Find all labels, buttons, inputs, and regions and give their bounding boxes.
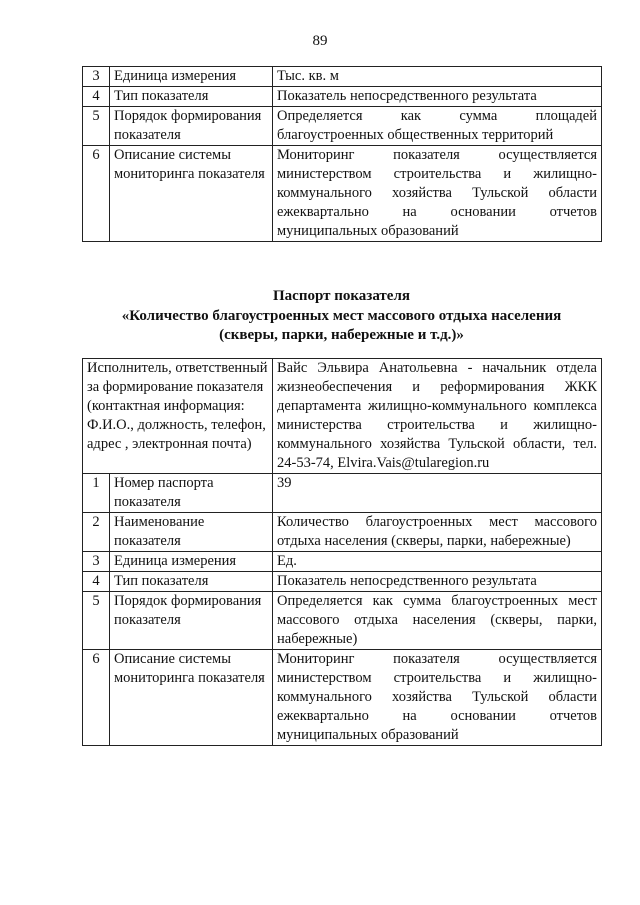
row-value: Показатель непосредственного результата <box>273 572 602 592</box>
row-label: Порядок формирования показателя <box>110 592 273 650</box>
row-value: Мониторинг показателя осуществляется министерством строительства и жилищно-коммунального хозяйства Тульской области ежеквартально на основании отчетов муниципальных образований <box>273 650 602 746</box>
row-number: 3 <box>83 67 110 87</box>
passport-title-line: Паспорт показателя <box>273 288 410 304</box>
row-number: 5 <box>83 592 110 650</box>
table-row <box>83 650 602 746</box>
row-value: Определяется как сумма площадей благоустроенных общественных территорий <box>273 107 602 146</box>
executor-label: Исполнитель, ответственный за формирование показателя (контактная информация: Ф.И.О., должность, телефон, адрес , электронная почта) <box>83 359 273 474</box>
table-row <box>83 67 602 87</box>
table-row <box>83 146 602 242</box>
row-label: Порядок формирования показателя <box>110 107 273 146</box>
row-label: Описание системы мониторинга показателя <box>110 146 273 242</box>
table-row <box>83 513 602 552</box>
table-row <box>83 87 602 107</box>
passport-table <box>82 358 602 746</box>
row-number: 4 <box>83 87 110 107</box>
row-value: Мониторинг показателя осуществляется министерством строительства и жилищно-коммунального хозяйства Тульской области ежеквартально на основании отчетов муниципальных образований <box>273 146 602 242</box>
table-row <box>83 107 602 146</box>
row-label: Единица измерения <box>110 67 273 87</box>
row-number: 4 <box>83 572 110 592</box>
table-row-executor <box>83 359 602 474</box>
table-row <box>83 552 602 572</box>
table-row <box>83 572 602 592</box>
indicator-table-continued <box>82 66 602 242</box>
row-label: Номер паспорта показателя <box>110 474 273 513</box>
row-number: 3 <box>83 552 110 572</box>
row-number: 2 <box>83 513 110 552</box>
row-value: 39 <box>273 474 602 513</box>
row-value: Количество благоустроенных мест массового отдыха населения (скверы, парки, набережные) <box>273 513 602 552</box>
table-row <box>83 592 602 650</box>
row-value: Тыс. кв. м <box>273 67 602 87</box>
row-label: Наименование показателя <box>110 513 273 552</box>
row-label: Описание системы мониторинга показателя <box>110 650 273 746</box>
row-value: Показатель непосредственного результата <box>273 87 602 107</box>
row-label: Единица измерения <box>110 552 273 572</box>
row-number: 1 <box>83 474 110 513</box>
passport-title-line: (скверы, парки, набережные и т.д.)» <box>219 327 464 343</box>
row-number: 5 <box>83 107 110 146</box>
page-number: 89 <box>312 33 328 49</box>
executor-value: Вайс Эльвира Анатольевна - начальник отдела жизнеобеспечения и реформирования ЖКК департамента жилищно-коммунального комплекса министерства строительства и жилищно-коммунального хозяйства Тульской области, тел. 24-53-74, Elvira.Vais@tularegion.ru <box>273 359 602 474</box>
passport-title <box>82 287 601 346</box>
row-label: Тип показателя <box>110 572 273 592</box>
table-row <box>83 474 602 513</box>
row-label: Тип показателя <box>110 87 273 107</box>
row-number: 6 <box>83 146 110 242</box>
row-number: 6 <box>83 650 110 746</box>
row-value: Ед. <box>273 552 602 572</box>
row-value: Определяется как сумма благоустроенных мест массового отдыха населения (скверы, парки, набережные) <box>273 592 602 650</box>
passport-title-line: «Количество благоустроенных мест массового отдыха населения <box>121 307 562 324</box>
